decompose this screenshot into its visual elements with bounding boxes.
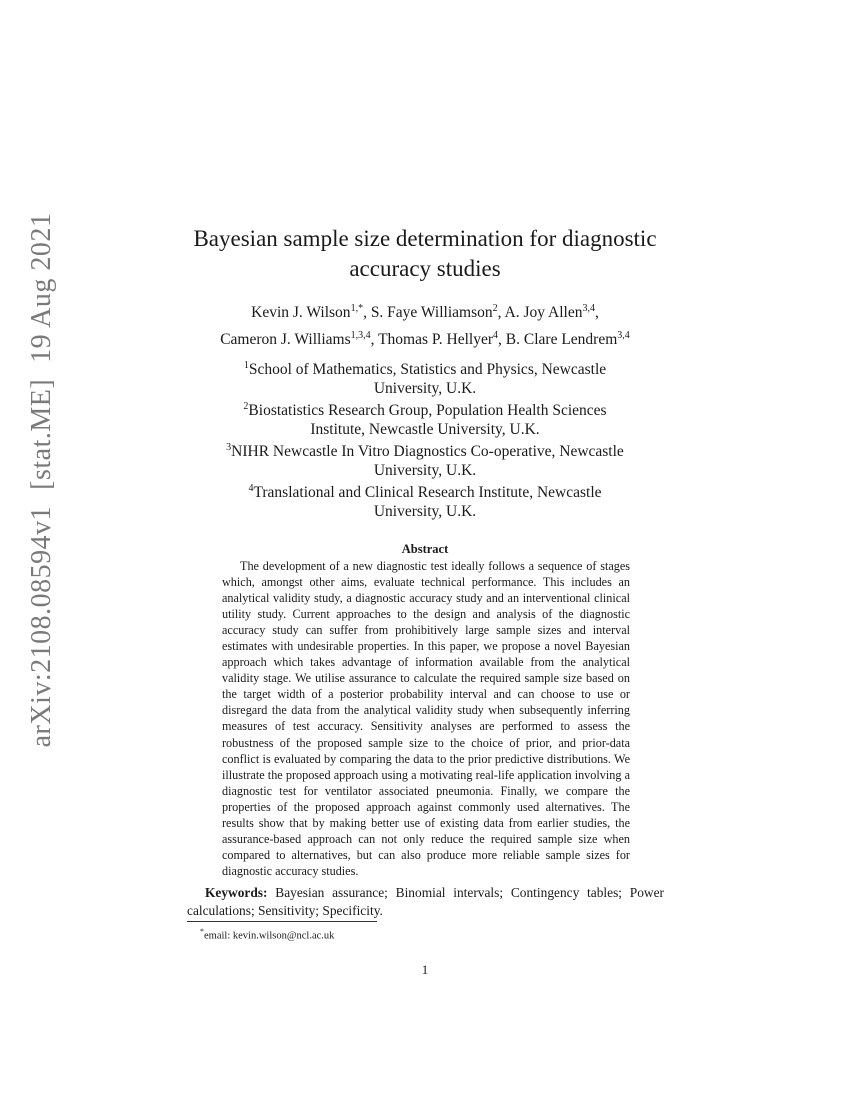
author-affiliation-mark: 4 xyxy=(493,330,499,342)
abstract-heading: Abstract xyxy=(401,542,449,556)
affiliation-item: $^1$School of Mathematics, Statistics and Physics, Newcastle University, U.K. xyxy=(243,360,607,397)
affiliation-item: $^2$Biostatistics Research Group, Population Health Sciences Institute, Newcastle University, U.K. xyxy=(243,401,607,438)
abstract-text: The development of a new diagnostic test ideally follows a sequence of stages which, amongst other aims, evaluate technical performance. This includes an analytical validity study, a diagnostic accuracy study and an interventional clinical utility study. Current approaches to the design and analysis of the diagnostic accuracy study can suffer from prohibitively large sample sizes and interval estimates with undesirable properties. In this paper, we propose a novel Bayesian approach which takes advantage of information available from the analytical validity stage. We utilise assurance to calculate the required sample size based on the target width of a posterior probability interval and can choose to use or disregard the data from the analytical validity study when subsequently inferring measures of test accuracy. Sensitivity analyses are performed to assess the robustness of the proposed sample size to the choice of prior, and prior-data conflict is evaluated by comparing the data to the prior predictive distributions. We illustrate the proposed approach using a motivating real-life application involving a diagnostic test for ventilator associated pneumonia. Finally, we compare the properties of the proposed approach against commonly used alternatives. The results show that by making better use of existing data from earlier studies, the assurance-based approach can not only reduce the required sample size when compared to alternatives, but can also produce more reliable sample sizes for diagnostic accuracy studies. xyxy=(222,559,630,878)
footnote-text: email: kevin.wilson@ncl.ac.uk xyxy=(204,930,335,942)
keywords-section xyxy=(187,884,664,920)
affiliation-number: 3 xyxy=(226,442,232,454)
affiliation-item: $^4$Translational and Clinical Research Institute, Newcastle University, U.K. xyxy=(248,483,602,521)
footnote-email xyxy=(200,925,334,944)
author-name: Cameron J. Williams xyxy=(220,331,351,349)
author-affiliation-mark: 3,4 xyxy=(582,303,595,314)
author-affiliation-mark: 2 xyxy=(492,303,498,314)
footnote-mark: * xyxy=(200,927,204,936)
author-name: S. Faye Williamson xyxy=(370,304,493,322)
arxiv-identifier-stamp xyxy=(26,213,58,748)
author-name: A. Joy Allen xyxy=(504,304,583,322)
author-affiliation-mark: 3,4 xyxy=(617,330,630,342)
author-line-2: Cameron J. Williams$^{1,3,4}$, Thomas P. Hellyer$^4$, B. Clare Lendrem$^{3,4}$ xyxy=(220,330,630,349)
arxiv-category: [stat.ME] xyxy=(26,378,57,490)
author-affiliation-mark: 1,3,4 xyxy=(350,330,371,342)
title-line-1: Bayesian sample size determination for diagnostic xyxy=(193,226,657,251)
author-name: Kevin J. Wilson xyxy=(251,304,351,322)
arxiv-id: arXiv:2108.08594v1 xyxy=(26,505,57,748)
author-affiliation-mark: 1,* xyxy=(350,303,364,314)
author-list xyxy=(170,297,680,351)
affiliation-item: $^3$NIHR Newcastle In Vitro Diagnostics Co-operative, Newcastle University, U.K. xyxy=(226,442,624,479)
affiliation-list xyxy=(180,357,670,522)
author-name: B. Clare Lendrem xyxy=(505,331,618,349)
page-number: 1 xyxy=(421,962,429,977)
affiliation-number: 1 xyxy=(243,360,249,371)
keywords-label: Keywords: xyxy=(205,885,268,900)
author-line-1: Kevin J. Wilson$^{1,*}$, S. Faye Williamson$^2$, A. Joy Allen$^{3,4}$, xyxy=(251,303,599,322)
title-line-2: accuracy studies xyxy=(349,256,501,281)
author-name: Thomas P. Hellyer xyxy=(378,331,494,349)
affiliation-number: 4 xyxy=(248,483,254,495)
keywords-text: Bayesian assurance; Binomial intervals; Contingency tables; Power calculations; Sensitivity; Specificity. xyxy=(187,885,664,918)
footnote-divider xyxy=(187,921,377,922)
arxiv-date: 19 Aug 2021 xyxy=(26,212,57,363)
affiliation-number: 2 xyxy=(243,401,249,413)
paper-title xyxy=(180,224,670,284)
